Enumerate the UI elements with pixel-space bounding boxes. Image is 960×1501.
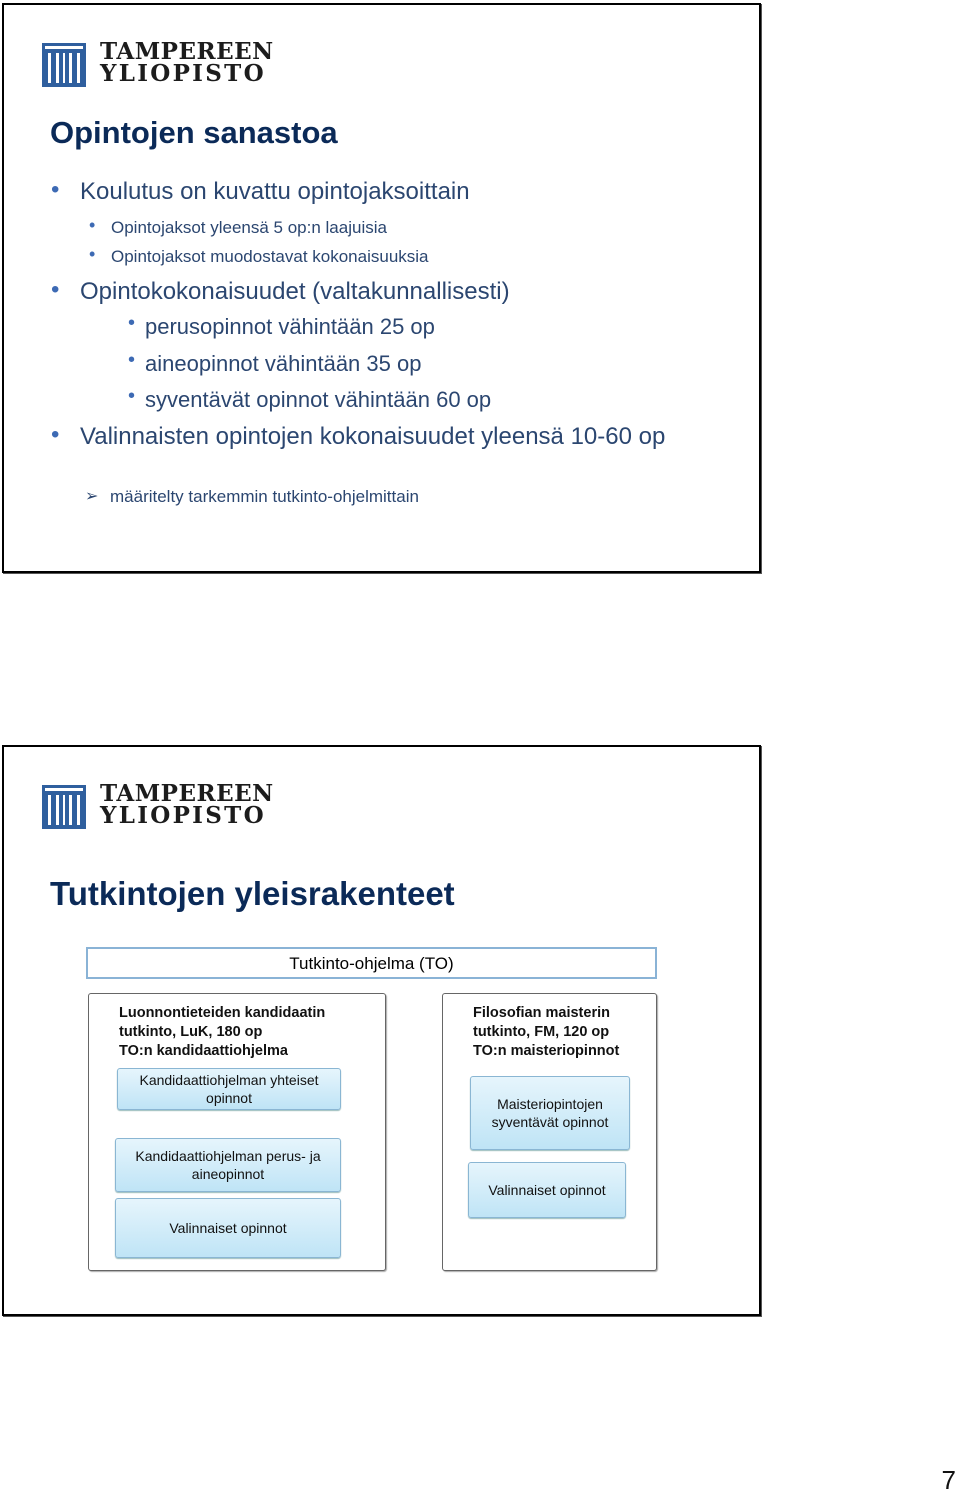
- slide-opintojen-sanastoa: [2, 3, 761, 573]
- degree-heading: Filosofian maisterin tutkinto, FM, 120 op TO:n maisteriopinnot: [473, 1005, 620, 1059]
- logo-emblem-icon: [42, 43, 86, 87]
- page-number: 7: [941, 1465, 956, 1495]
- logo-wordmark: TAMPEREEN YLIOPISTO: [100, 780, 274, 829]
- slide-tutkintojen-yleisrakenteet: [2, 745, 761, 1316]
- university-logo: [42, 38, 282, 89]
- bullet-item: • Koulutus on kuvattu opintojaksoittain: [51, 176, 470, 205]
- arrow-bullet-icon: ➢: [85, 488, 99, 505]
- bullet-icon: •: [89, 244, 96, 264]
- bullet-icon: •: [128, 312, 136, 334]
- study-block: Kandidaattiohjelman perus- ja aineopinnot: [115, 1138, 341, 1192]
- bullet-icon: •: [128, 385, 136, 407]
- study-block: Kandidaattiohjelman yhteiset opinnot: [117, 1068, 341, 1110]
- sub-bullet-item: • syventävät opinnot vähintään 60 op: [128, 385, 492, 412]
- bullet-item: • Valinnaisten opintojen kokonaisuudet yleensä 10-60 op: [51, 421, 666, 450]
- bullet-icon: •: [51, 176, 60, 203]
- bullet-icon: •: [51, 421, 60, 448]
- study-block: Maisteriopintojen syventävät opinnot: [470, 1076, 630, 1150]
- sub-bullet-item: • perusopinnot vähintään 25 op: [128, 312, 435, 339]
- study-block: Valinnaiset opinnot: [468, 1162, 626, 1218]
- master-degree-box: [442, 993, 657, 1271]
- logo-wordmark: TAMPEREEN YLIOPISTO: [100, 38, 274, 87]
- slide-title: Opintojen sanastoa: [50, 115, 338, 150]
- bullet-item: • Opintokokonaisuudet (valtakunnallisesti): [51, 276, 510, 305]
- sub-bullet-item: • Opintojaksot muodostavat kokonaisuuksia: [89, 244, 429, 266]
- bullet-icon: •: [128, 349, 136, 371]
- study-block: Valinnaiset opinnot: [115, 1198, 341, 1258]
- sub-bullet-item: • Opintojaksot yleensä 5 op:n laajuisia: [89, 215, 387, 237]
- bullet-icon: •: [89, 215, 96, 235]
- logo-emblem-icon: [42, 785, 86, 829]
- degree-heading: Luonnontieteiden kandidaatin tutkinto, LuK, 180 op TO:n kandidaattiohjelma: [119, 1005, 326, 1059]
- program-box: Tutkinto-ohjelma (TO): [86, 947, 657, 979]
- bullet-icon: •: [51, 276, 60, 303]
- slide-title: Tutkintojen yleisrakenteet: [50, 875, 455, 912]
- sub-bullet-item: • aineopinnot vähintään 35 op: [128, 349, 422, 376]
- arrow-bullet-item: ➢ määritelty tarkemmin tutkinto-ohjelmittain: [85, 487, 419, 506]
- bachelor-degree-box: [88, 993, 386, 1271]
- university-logo: [42, 780, 282, 831]
